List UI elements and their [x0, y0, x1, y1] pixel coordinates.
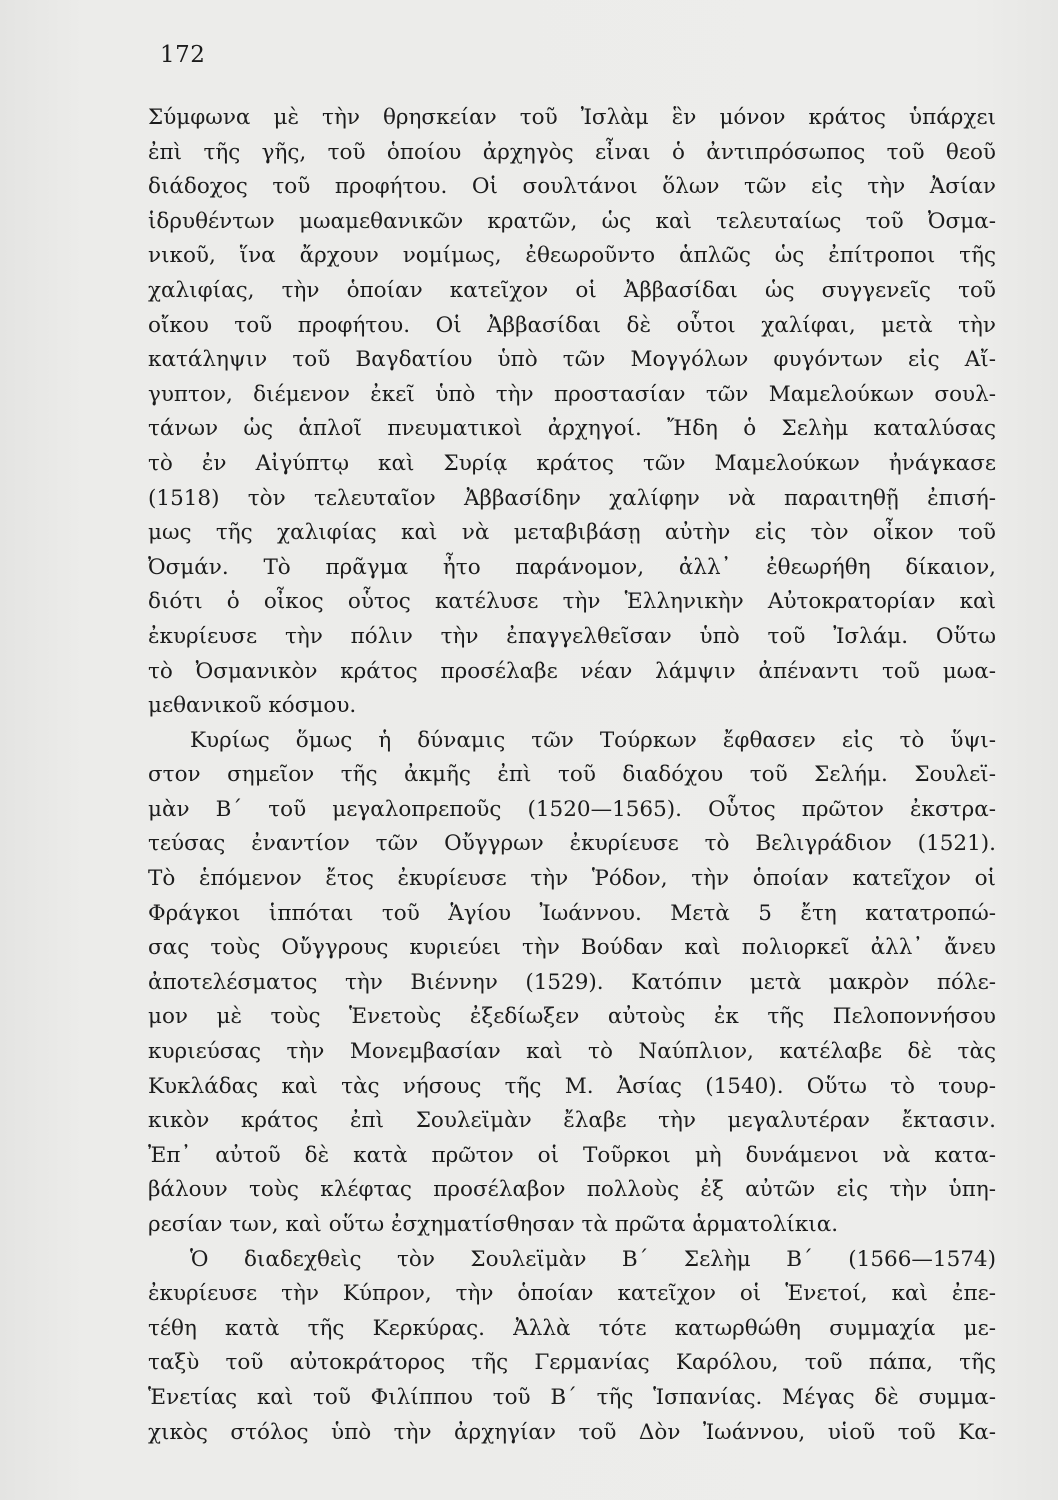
text-line: (1518) τὸν τελευταῖον Ἀββασίδην χαλίφην νὰ παραιτηθῇ ἐπισή-: [148, 485, 996, 511]
text-line: Ὀσμάν. Τὸ πρᾶγμα ἦτο παράνομον, ἀλλ᾽ ἐθεωρήθη δίκαιον,: [148, 554, 996, 580]
text-line: Ἑνετίας καὶ τοῦ Φιλίππου τοῦ Β΄ τῆς Ἱσπανίας. Μέγας δὲ συμμα-: [148, 1384, 996, 1410]
text-line: μως τῆς χαλιφίας καὶ νὰ μεταβιβάσῃ αὐτὴν εἰς τὸν οἶκον τοῦ: [148, 520, 996, 546]
text-line: μεθανικοῦ κόσμου.: [148, 693, 357, 719]
text-line: κατάληψιν τοῦ Βαγδατίου ὑπὸ τῶν Μογγόλων φυγόντων εἰς Αἴ-: [148, 347, 996, 373]
text-line: Ἐπ᾽ αὐτοῦ δὲ κατὰ πρῶτον οἱ Τοῦρκοι μὴ δυνάμενοι νὰ κατα-: [148, 1142, 996, 1168]
text-line: ρεσίαν των, καὶ οὕτω ἐσχηματίσθησαν τὰ πρῶτα ἁρματολίκια.: [148, 1212, 839, 1237]
text-line: κικὸν κράτος ἐπὶ Σουλεϊμὰν ἔλαβε τὴν μεγαλυτέραν ἔκτασιν.: [148, 1108, 996, 1134]
text-line: τὸ ἐν Αἰγύπτῳ καὶ Συρίᾳ κράτος τῶν Μαμελούκων ἠνάγκασε: [148, 450, 996, 476]
text-line: γυπτον, διέμενον ἐκεῖ ὑπὸ τὴν προστασίαν τῶν Μαμελούκων σουλ-: [148, 381, 996, 407]
text-line: Φράγκοι ἱππόται τοῦ Ἁγίου Ἰωάννου. Μετὰ 5 ἔτη κατατροπώ-: [148, 900, 996, 926]
text-line: μον μὲ τοὺς Ἑνετοὺς ἐξεδίωξεν αὐτοὺς ἐκ τῆς Πελοποννήσου: [148, 1004, 996, 1030]
text-line: Ὁ διαδεχθεὶς τὸν Σουλεϊμὰν Β΄ Σελὴμ Β΄ (1566—1574): [190, 1246, 996, 1272]
body-text: [148, 101, 996, 1450]
text-line: διότι ὁ οἶκος οὗτος κατέλυσε τὴν Ἑλληνικὴν Αὐτοκρατορίαν καὶ: [148, 589, 996, 615]
text-line: σας τοὺς Οὔγγρους κυριεύει τὴν Βούδαν καὶ πολιορκεῖ ἀλλ᾽ ἄνευ: [148, 935, 996, 961]
text-line: ταξὺ τοῦ αὐτοκράτορος τῆς Γερμανίας Καρόλου, τοῦ πάπα, τῆς: [148, 1350, 996, 1376]
page-number: 172: [160, 42, 206, 68]
text-line: μὰν Β΄ τοῦ μεγαλοπρεποῦς (1520—1565). Οὗτος πρῶτον ἐκστρα-: [148, 796, 996, 822]
text-line: βάλουν τοὺς κλέφτας προσέλαβον πολλοὺς ἐξ αὐτῶν εἰς τὴν ὑπη-: [148, 1177, 996, 1203]
text-line: τάνων ὡς ἁπλοῖ πνευματικοὶ ἀρχηγοί. Ἤδη ὁ Σελὴμ καταλύσας: [148, 416, 996, 442]
text-line: νικοῦ, ἵνα ἄρχουν νομίμως, ἐθεωροῦντο ἁπλῶς ὡς ἐπίτροποι τῆς: [148, 243, 996, 269]
text-line: ἐκυρίευσε τὴν Κύπρον, τὴν ὁποίαν κατεῖχον οἱ Ἑνετοί, καὶ ἐπε-: [148, 1281, 996, 1307]
text-line: τεύσας ἐναντίον τῶν Οὔγγρων ἐκυρίευσε τὸ Βελιγράδιον (1521).: [148, 831, 996, 857]
text-line: διάδοχος τοῦ προφήτου. Οἱ σουλτάνοι ὅλων τῶν εἰς τὴν Ἀσίαν: [148, 174, 996, 200]
text-line: ἱδρυθέντων μωαμεθανικῶν κρατῶν, ὡς καὶ τελευταίως τοῦ Ὀσμα-: [148, 208, 996, 234]
text-line: ἐκυρίευσε τὴν πόλιν τὴν ἐπαγγελθεῖσαν ὑπὸ τοῦ Ἰσλάμ. Οὕτω: [148, 623, 996, 649]
text-line: Κυκλάδας καὶ τὰς νήσους τῆς Μ. Ἀσίας (1540). Οὕτω τὸ τουρ-: [148, 1073, 996, 1099]
text-line: Κυρίως ὅμως ἡ δύναμις τῶν Τούρκων ἔφθασεν εἰς τὸ ὕψι-: [190, 727, 996, 753]
text-line: Τὸ ἑπόμενον ἔτος ἐκυρίευσε τὴν Ῥόδον, τὴν ὁποίαν κατεῖχον οἱ: [148, 866, 996, 892]
text-line: χικὸς στόλος ὑπὸ τὴν ἀρχηγίαν τοῦ Δὸν Ἰωάννου, υἱοῦ τοῦ Κα-: [148, 1419, 996, 1445]
text-line: τὸ Ὀσμανικὸν κράτος προσέλαβε νέαν λάμψιν ἀπέναντι τοῦ μωα-: [148, 658, 996, 684]
text-line: χαλιφίας, τὴν ὁποίαν κατεῖχον οἱ Ἀββασίδαι ὡς συγγενεῖς τοῦ: [148, 277, 996, 303]
text-line: οἴκου τοῦ προφήτου. Οἱ Ἀββασίδαι δὲ οὗτοι χαλίφαι, μετὰ τὴν: [148, 312, 996, 338]
text-line: στον σημεῖον τῆς ἀκμῆς ἐπὶ τοῦ διαδόχου τοῦ Σελήμ. Σουλεϊ-: [148, 762, 996, 788]
text-line: ἀποτελέσματος τὴν Βιέννην (1529). Κατόπιν μετὰ μακρὸν πόλε-: [148, 969, 996, 995]
text-line: ἐπὶ τῆς γῆς, τοῦ ὁποίου ἀρχηγὸς εἶναι ὁ ἀντιπρόσωπος τοῦ θεοῦ: [148, 139, 996, 165]
text-line: Σύμφωνα μὲ τὴν θρησκείαν τοῦ Ἰσλὰμ ἓν μόνον κράτος ὑπάρχει: [148, 105, 996, 130]
text-line: τέθη κατὰ τῆς Κερκύρας. Ἀλλὰ τότε κατωρθώθη συμμαχία με-: [148, 1315, 996, 1341]
text-line: κυριεύσας τὴν Μονεμβασίαν καὶ τὸ Ναύπλιον, κατέλαβε δὲ τὰς: [148, 1039, 996, 1065]
